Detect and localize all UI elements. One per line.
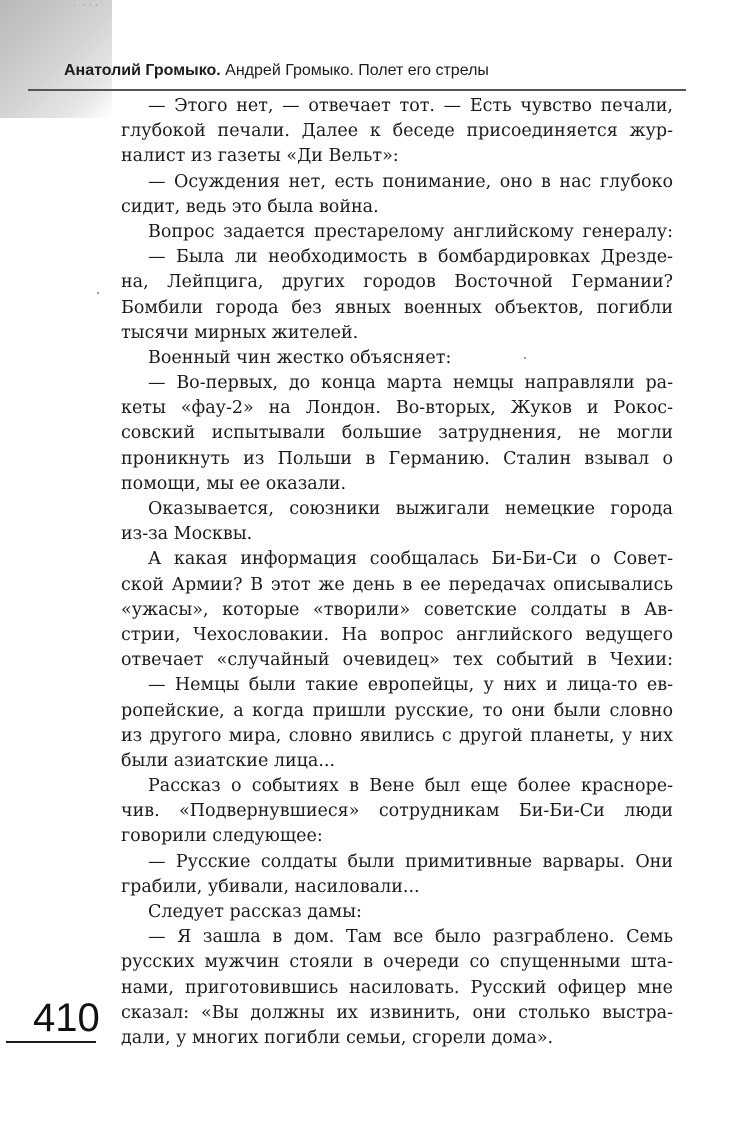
- text-line: А какая информация сообщалась Би-Би-Си о Совет-: [148, 549, 673, 570]
- text-line: помощи, мы ее оказали.: [121, 473, 347, 494]
- text-line: — Осуждения нет, есть понимание, оно в нас глубоко: [148, 171, 673, 192]
- text-line: Бомбили города без явных военных объектов, погибли: [121, 297, 673, 318]
- text-line: кеты «фау-2» на Лондон. Во-вторых, Жуков и Рокос-: [121, 398, 673, 419]
- text-line: совский испытывали большие затруднения, не могли: [121, 423, 673, 444]
- header-rule: [28, 89, 686, 91]
- text-line: нами, приготовившись насиловать. Русский офицер мне: [121, 977, 673, 998]
- text-line: из другого мира, словно явились с другой планеты, у них: [121, 725, 673, 746]
- text-line: — Я зашла в дом. Там все было разграблено. Семь: [148, 927, 673, 948]
- footer-rule: [6, 1041, 96, 1043]
- text-line: — Немцы были такие европейцы, у них и лица-то ев-: [148, 675, 673, 696]
- text-line: дали, у многих погибли семьи, сгорели дома».: [121, 1027, 554, 1048]
- text-line: проникнуть из Польши в Германию. Сталин взывал о: [121, 448, 673, 469]
- text-line: — Во-первых, до конца марта немцы направляли ра-: [148, 373, 673, 394]
- text-line: тысячи мирных жителей.: [121, 322, 359, 343]
- scan-corner-shadow: [0, 0, 112, 118]
- text-line: русских мужчин стояли в очереди со спущенными шта-: [121, 952, 673, 973]
- text-line: ской Армии? В этот же день в ее передачах описывались: [121, 574, 673, 595]
- text-line: — Русские солдаты были примитивные варвары. Они: [148, 851, 673, 872]
- text-line: говорили следующее:: [121, 826, 323, 847]
- text-line: Вопрос задается престарелому английскому генералу:: [148, 221, 673, 242]
- scan-speck: [524, 357, 526, 359]
- text-line: сидит, ведь это была война.: [121, 196, 379, 217]
- text-line: ропейские, а когда пришли русские, то они были словно: [121, 700, 673, 721]
- text-line: сказал: «Вы должны их извинить, они столько выстра-: [121, 1002, 673, 1023]
- text-line: чив. «Подвернувшиеся» сотрудникам Би-Би-Си люди: [121, 801, 673, 822]
- header-author: Анатолий Громыко.: [64, 62, 221, 79]
- text-line: на, Лейпцига, других городов Восточной Германии?: [121, 272, 673, 293]
- text-line: из-за Москвы.: [121, 524, 253, 545]
- text-line: — Этого нет, — отвечает тот. — Есть чувство печали,: [148, 96, 673, 116]
- corner-scan-marks: ˙ ˙˙˙: [72, 4, 101, 15]
- text-line: «ужасы», которые «творили» советские солдаты в Ав-: [121, 599, 673, 620]
- text-line: Оказывается, союзники выжигали немецкие города: [148, 499, 673, 519]
- text-line: Следует рассказ дамы:: [148, 902, 362, 922]
- header-book-title: Андрей Громыко. Полет его стрелы: [225, 62, 489, 79]
- text-line: отвечает «случайный очевидец» тех событий в Чехии:: [121, 650, 673, 671]
- page-number: 410: [33, 996, 100, 1040]
- text-line: налист из газеты «Ди Вельт»:: [121, 146, 399, 167]
- body-text: [121, 94, 673, 1051]
- text-line: грабили, убивали, насиловали...: [121, 876, 420, 897]
- text-line: Рассказ о событиях в Вене был еще более красноре-: [148, 776, 673, 797]
- text-line: стрии, Чехословакии. На вопрос английского ведущего: [121, 624, 673, 645]
- text-line: были азиатские лица...: [121, 750, 336, 771]
- running-header: [64, 62, 489, 80]
- text-line: Военный чин жестко объясняет:: [148, 347, 452, 368]
- text-line: глубокой печали. Далее к беседе присоединяется жур-: [121, 121, 673, 142]
- scan-speck: [97, 292, 99, 294]
- text-line: — Была ли необходимость в бомбардировках Дрезде-: [148, 247, 673, 268]
